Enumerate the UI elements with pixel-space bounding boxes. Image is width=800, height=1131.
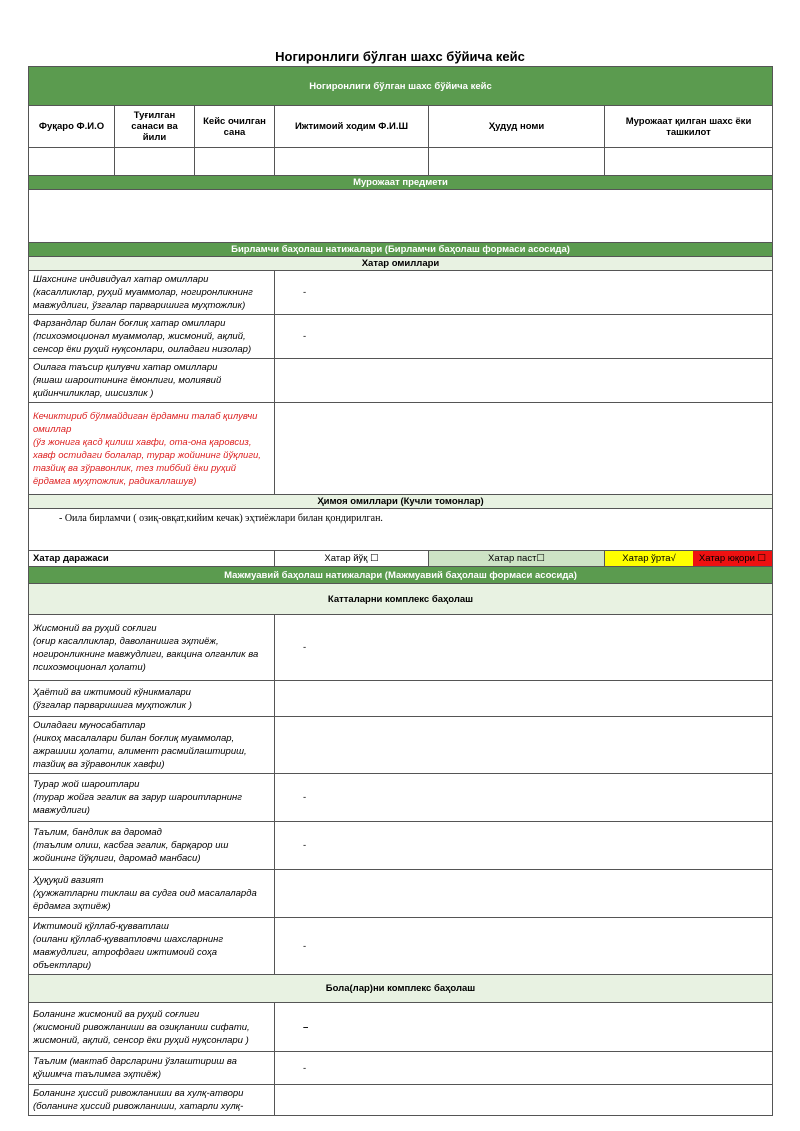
adult-label: Ҳуқуқий вазият (ҳужжатларни тиклаш ва судга оид масалаларда ёрдамга эҳтиёж) xyxy=(29,870,275,918)
adults-assessment-header: Катталарни комплекс баҳолаш xyxy=(29,584,773,615)
subject-header: Мурожаат предмети xyxy=(29,176,773,190)
risk-value[interactable] xyxy=(275,403,773,495)
adult-value[interactable] xyxy=(275,870,773,918)
page-title: Ногиронлиги бўлган шахс бўйича кейс xyxy=(275,49,525,64)
child-row xyxy=(29,1052,773,1085)
adult-row xyxy=(29,717,773,774)
adult-label: Турар жой шароитлари (турар жойга эгалик ва зарур шароитларнинг мавжудлиги) xyxy=(29,774,275,822)
birth-date-cell[interactable] xyxy=(115,148,195,176)
case-open-date-cell[interactable] xyxy=(195,148,275,176)
risk-row xyxy=(29,359,773,403)
social-worker-cell[interactable] xyxy=(275,148,429,176)
risk-row xyxy=(29,403,773,495)
social-worker-header: Ижтимоий ходим Ф.И.Ш xyxy=(275,106,429,148)
risk-value[interactable]: - xyxy=(275,271,773,315)
children-assessment-header: Бола(лар)ни комплекс баҳолаш xyxy=(29,975,773,1003)
region-cell[interactable] xyxy=(429,148,605,176)
complex-assessment-header: Мажмуавий баҳолаш натижалари (Мажмуавий баҳолаш формаси асосида) xyxy=(29,567,773,584)
adult-label: Таълим, бандлик ва даромад (таълим олиш, касбга эгалик, барқарор иш жойининг йўқлиги, даромад манбаси) xyxy=(29,822,275,870)
risk-label: Оилага таъсир қилувчи хатар омиллари (яшаш шароитининг ёмонлиги, молиявий қийинчиликлар, ишсизлик ) xyxy=(29,359,275,403)
primary-assessment-header: Бирламчи баҳолаш натижалари (Бирламчи баҳолаш формаси асосида) xyxy=(29,243,773,257)
adult-label: Жисмоний ва руҳий соғлиги (оғир касалликлар, даволанишга эҳтиёж, ногиронликнинг мавжудлиги, вакцина олганлик ва психоэмоционал ҳолати) xyxy=(29,615,275,681)
risk-row xyxy=(29,271,773,315)
child-row xyxy=(29,1085,773,1116)
protection-text[interactable]: - Оила бирламчи ( озиқ-овқат,кийим кечак) эҳтиёжлари билан қондирилган. xyxy=(29,509,773,551)
adult-value[interactable]: - xyxy=(275,774,773,822)
header-row xyxy=(29,106,773,148)
region-header: Ҳудуд номи xyxy=(429,106,605,148)
risk-row xyxy=(29,315,773,359)
child-label: Боланинг жисмоний ва руҳий соғлиги (жисмоний ривожланиши ва озиқланиш сифати, жисмоний, ақлий, сенсор ёки руҳий нуқсонлари ) xyxy=(29,1003,275,1052)
risk-factors-header: Хатар омиллари xyxy=(29,257,773,271)
child-value[interactable]: - xyxy=(275,1052,773,1085)
adult-row xyxy=(29,681,773,717)
risk-low-option[interactable]: Хатар паст☐ xyxy=(429,551,605,567)
risk-label: Фарзандлар билан боғлиқ хатар омиллари (психоэмоционал муаммолар, жисмоний, ақлий, сенсор ёки руҳий нуқсонлари, оиладаги низолар) xyxy=(29,315,275,359)
risk-value[interactable]: - xyxy=(275,315,773,359)
citizen-name-cell[interactable] xyxy=(29,148,115,176)
adult-row xyxy=(29,615,773,681)
risk-high-option[interactable]: Хатар юқори ☐ xyxy=(693,551,772,566)
citizen-name-header: Фуқаро Ф.И.О xyxy=(29,106,115,148)
protection-factors-header: Ҳимоя омиллари (Кучли томонлар) xyxy=(29,495,773,509)
risk-label: Шахснинг индивидуал хатар омиллари (касалликлар, руҳий муаммолар, ногиронликнинг мавжудлиги, ўзгалар парваришига муҳтожлик) xyxy=(29,271,275,315)
case-banner: Ногиронлиги бўлган шахс бўйича кейс xyxy=(29,67,773,106)
applicant-cell[interactable] xyxy=(605,148,773,176)
risk-none-option[interactable]: Хатар йўқ ☐ xyxy=(275,551,429,567)
child-value[interactable]: – xyxy=(275,1003,773,1052)
adult-value[interactable] xyxy=(275,717,773,774)
adult-value[interactable]: - xyxy=(275,615,773,681)
case-open-date-header: Кейс очилган сана xyxy=(195,106,275,148)
urgent-risk-label: Кечиктириб бўлмайдиган ёрдамни талаб қилувчи омиллар (ўз жонига қасд қилиш хавфи, ота-она қаровсиз, хавф остидаги болалар, турар жойининг йўқлиги, тазйиқ ва зўравонлик, тез тиббий ёки руҳий ёрдамга муҳтожлик, радикаллашув) xyxy=(29,403,275,495)
child-value[interactable] xyxy=(275,1085,773,1116)
risk-level-label: Хатар даражаси xyxy=(29,551,275,567)
adult-value[interactable]: - xyxy=(275,822,773,870)
adult-label: Оиладаги муносабатлар (никоҳ масалалари билан боғлиқ муаммолар, ажрашиш ҳолати, алимент расмийлаштириш, тазйиқ ва зўравонлик хавфи) xyxy=(29,717,275,774)
child-row xyxy=(29,1003,773,1052)
adult-row xyxy=(29,918,773,975)
adult-label: Ҳаётий ва ижтимоий кўникмалари (ўзгалар парваришига муҳтожлик ) xyxy=(29,681,275,717)
risk-level-row xyxy=(29,551,773,567)
subject-cell[interactable] xyxy=(29,190,773,243)
adult-row xyxy=(29,774,773,822)
input-row xyxy=(29,148,773,176)
risk-medium-option[interactable]: Хатар ўрта√ xyxy=(605,551,693,566)
adult-value[interactable]: - xyxy=(275,918,773,975)
child-label: Таълим (мактаб дарсларини ўзлаштириш ва қўшимча таълимга эҳтиёж) xyxy=(29,1052,275,1085)
adult-row xyxy=(29,822,773,870)
child-label: Боланинг ҳиссий ривожланиши ва хулқ-атвори (боланинг ҳиссий ривожланиши, хатарли хулқ- xyxy=(29,1085,275,1116)
adult-value[interactable] xyxy=(275,681,773,717)
adult-label: Ижтимоий қўллаб-қувватлаш (оилани қўллаб-қувватловчи шахсларнинг мавжудлиги, атрофдаги ижтимоий соҳа объектлари) xyxy=(29,918,275,975)
risk-high-group xyxy=(605,551,773,567)
case-table xyxy=(28,66,773,1116)
adult-row xyxy=(29,870,773,918)
risk-value[interactable] xyxy=(275,359,773,403)
applicant-header: Мурожаат қилган шахс ёки ташкилот xyxy=(605,106,773,148)
birth-date-header: Туғилган санаси ва йили xyxy=(115,106,195,148)
